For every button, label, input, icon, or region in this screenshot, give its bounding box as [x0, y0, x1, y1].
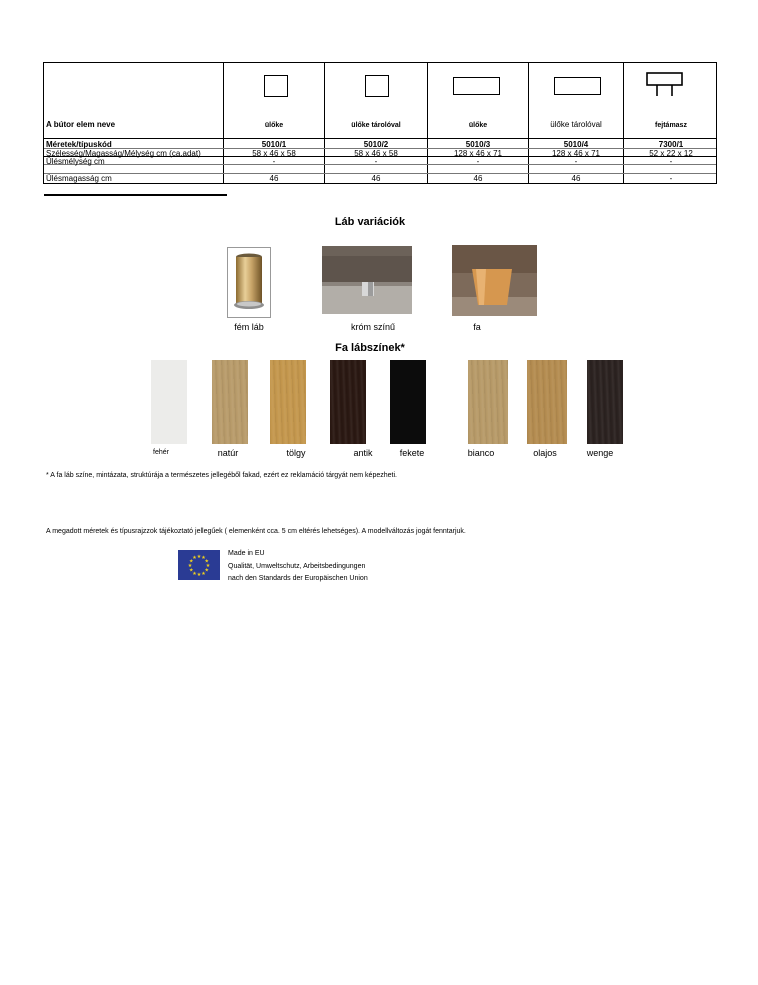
seat-height-label: Ülésmagasság cm — [46, 174, 112, 183]
wide-rectangle-icon — [554, 77, 601, 95]
small-square-icon — [264, 75, 288, 97]
leg-caption: fém láb — [234, 322, 264, 332]
seat-height-cell: 46 — [371, 174, 381, 183]
column-name: ülőke — [468, 122, 488, 129]
eu-line-3: nach den Standards der Europäischen Union — [228, 575, 368, 582]
swatch-label: olajos — [533, 448, 557, 458]
column-name: ülőke — [264, 122, 284, 129]
eu-star-icon: ★ — [196, 554, 202, 560]
eu-star-icon: ★ — [188, 558, 194, 565]
code-cell: 7300/1 — [658, 140, 684, 149]
wide-rectangle-icon — [453, 77, 500, 95]
swatch-natur — [212, 360, 248, 444]
leg-caption: króm színű — [350, 322, 395, 332]
wood-note: * A fa láb színe, mintázata, struktúrája a természetes jellegéből fakad, ezért ez reklamáció tárgyát nem képezheti. — [46, 472, 397, 479]
dims-cell: 52 x 22 x 12 — [649, 149, 693, 158]
swatch-label: tölgy — [286, 448, 306, 458]
swatch-label: fekete — [399, 448, 425, 458]
eu-star-icon: ★ — [188, 567, 194, 574]
eu-star-icon: ★ — [204, 567, 210, 574]
eu-star-icon: ★ — [204, 558, 210, 565]
swatch-bianco — [468, 360, 508, 444]
swatch-wenge — [587, 360, 623, 444]
swatch-label: bianco — [467, 448, 495, 458]
seat-depth-label: Ülésmélység cm — [46, 157, 105, 166]
eu-star-icon: ★ — [196, 572, 202, 578]
seat-height-cell: 46 — [571, 174, 581, 183]
eu-line-2: Qualität, Umweltschutz, Arbeitsbedingungen — [228, 563, 366, 570]
dims-cell: 58 x 46 x 58 — [252, 149, 296, 158]
spec-table — [43, 62, 717, 184]
eu-star-icon: ★ — [201, 570, 206, 577]
small-square-icon — [365, 75, 389, 97]
eu-star-icon: ★ — [205, 563, 211, 569]
swatch-feher — [151, 360, 187, 444]
code-cell: 5010/2 — [363, 140, 389, 149]
code-cell: 5010/4 — [563, 140, 589, 149]
swatch-tolgy — [270, 360, 306, 444]
column-name: fejtámasz — [655, 122, 687, 129]
wood-leg-photo — [452, 245, 537, 316]
table-divider — [44, 138, 716, 139]
eu-star-icon: ★ — [192, 555, 197, 562]
seat-depth-cell: - — [272, 157, 276, 166]
legs-title: Láb variációk — [334, 216, 406, 228]
eu-flag-icon — [178, 550, 220, 580]
disclaimer: A megadott méretek és típusrajzzok tájékoztató jellegűek ( elemenként cca. 5 cm eltérés lehetséges). A modellváltozás jogát fenntarjuk. — [46, 528, 466, 535]
headrest-icon — [646, 72, 684, 97]
leg-caption: fa — [473, 322, 481, 332]
seat-depth-cell: - — [374, 157, 378, 166]
seat-depth-cell: - — [574, 157, 578, 166]
colors-title: Fa lábszínek* — [335, 342, 405, 354]
seat-height-cell: 46 — [473, 174, 483, 183]
column-name: ülőke tárolóval — [550, 120, 602, 129]
eu-star-icon: ★ — [201, 555, 206, 562]
dims-cell: 58 x 46 x 58 — [354, 149, 398, 158]
dims-cell: 128 x 46 x 71 — [453, 149, 503, 158]
code-cell: 5010/1 — [261, 140, 287, 149]
dims-cell: 128 x 46 x 71 — [551, 149, 601, 158]
dims-label: Szélesség/Magasság/Mélység cm (ca.adat) — [46, 149, 201, 158]
eu-star-icon: ★ — [192, 570, 197, 577]
eu-line-1: Made in EU — [228, 550, 265, 557]
seat-height-cell: 46 — [269, 174, 279, 183]
code-cell: 5010/3 — [465, 140, 491, 149]
swatch-antik — [330, 360, 366, 444]
swatch-label: antik — [353, 448, 373, 458]
chrome-leg-photo — [322, 246, 412, 314]
swatch-label: natúr — [217, 448, 239, 458]
swatch-label: wenge — [586, 448, 614, 458]
header-label: A bútor elem neve — [46, 120, 116, 129]
seat-depth-cell: - — [669, 157, 673, 166]
seat-height-cell: - — [669, 174, 673, 183]
swatch-fekete — [390, 360, 426, 444]
seat-depth-cell: - — [476, 157, 480, 166]
code-label: Méretek/típuskód — [46, 140, 112, 149]
swatch-label: fehér — [153, 449, 169, 456]
eu-star-icon: ★ — [187, 563, 193, 569]
swatch-olajos — [527, 360, 567, 444]
column-name: ülőke tárolóval — [351, 122, 401, 129]
metal-leg-photo — [227, 247, 271, 318]
separator-rule — [44, 194, 227, 196]
